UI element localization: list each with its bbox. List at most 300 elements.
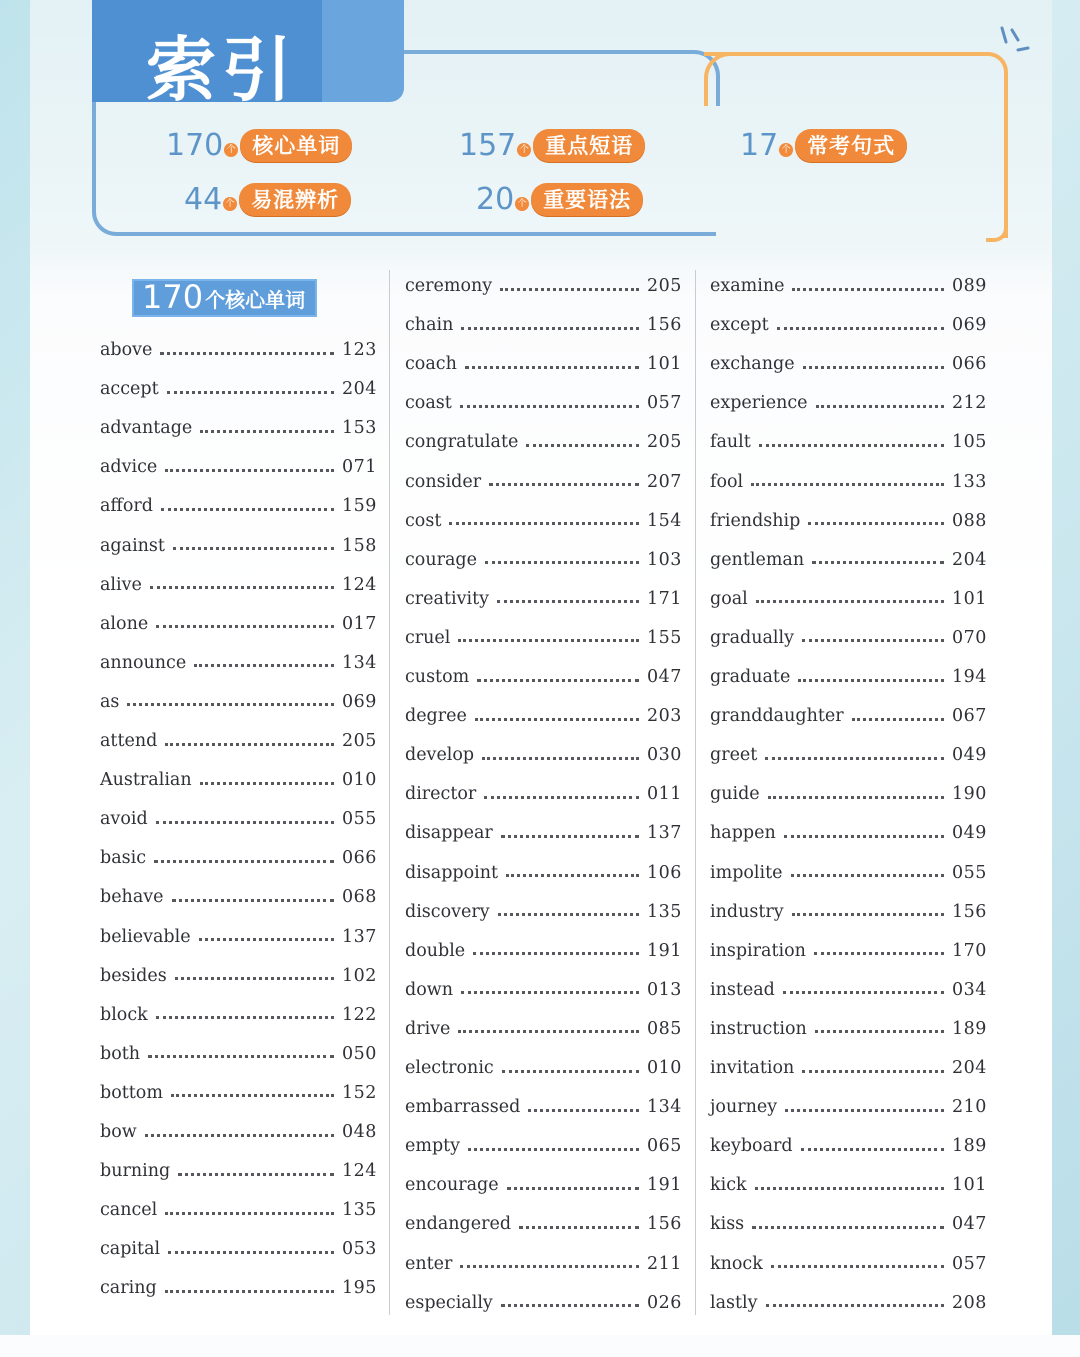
entry-word: kick [710,1175,747,1196]
entry-page-number: 026 [647,1292,682,1313]
entry-word: gentleman [710,549,805,570]
entry-page-number: 134 [342,652,377,673]
entry-page-number: 135 [342,1200,377,1221]
index-entry [100,1039,376,1069]
entry-page-number: 057 [647,393,682,414]
index-entry [710,271,986,301]
index-entry [100,843,376,873]
entry-word: goal [710,588,748,609]
entry-page-number: 067 [952,706,987,727]
index-entry [405,1092,681,1122]
dot-leader [497,600,639,603]
entry-page-number: 055 [952,862,987,883]
entry-word: afford [100,496,153,517]
dot-leader [765,757,944,760]
dot-leader [175,977,334,980]
stat-count: 17 [740,128,779,163]
stat-confusables [184,182,351,217]
dot-leader [199,938,334,941]
entry-page-number: 212 [952,393,987,414]
entry-page-number: 017 [342,613,377,634]
entry-word: exchange [710,354,795,375]
entry-page-number: 049 [952,745,987,766]
dot-leader [756,600,944,603]
dot-leader [465,366,639,369]
entry-word: attend [100,731,158,751]
entry-page-number: 010 [342,770,377,791]
entry-word: degree [405,706,467,727]
entry-word: graduate [710,667,791,687]
stat-count: 170 [166,128,224,163]
dot-leader [852,718,944,721]
entry-word: kiss [710,1214,745,1235]
index-entry [100,882,376,912]
dot-leader [145,1134,334,1137]
dot-leader [528,1109,639,1112]
entry-word: instruction [710,1018,807,1039]
dot-leader [506,874,639,877]
entry-word: block [100,1004,148,1025]
entry-page-number: 203 [647,706,682,727]
entry-word: drive [405,1018,451,1039]
index-entry [405,740,681,770]
entry-page-number: 050 [342,1043,377,1064]
dot-leader [458,1030,639,1033]
entry-page-number: 122 [342,1004,377,1025]
entry-page-number: 103 [647,549,682,570]
entry-word: besides [100,965,167,986]
dot-leader [460,1265,639,1268]
entry-page-number: 106 [647,862,682,883]
entry-page-number: 189 [952,1018,987,1039]
entry-word: advantage [100,418,193,439]
entry-page-number: 066 [952,354,987,375]
entry-word: fault [710,432,751,453]
dot-leader [156,821,334,824]
entry-word: director [405,784,477,805]
dot-leader [150,586,334,589]
dot-leader [161,508,334,511]
index-entry [405,271,681,301]
dot-leader [812,561,944,564]
dot-leader [755,1187,944,1190]
entry-page-number: 207 [647,471,682,492]
entry-page-number: 135 [647,901,682,922]
dot-leader [783,991,944,994]
dot-leader [751,483,944,486]
index-entry [405,936,681,966]
dot-leader [526,444,639,447]
entry-page-number: 053 [342,1239,377,1260]
dot-leader [156,1016,334,1019]
index-entry [710,506,986,536]
dot-leader [165,743,334,746]
dot-leader [461,327,639,330]
entry-page-number: 133 [952,471,987,492]
entry-page-number: 155 [647,627,682,648]
dot-leader [485,561,639,564]
dot-leader [160,352,334,355]
entry-page-number: 154 [647,510,682,531]
entry-word: capital [100,1239,161,1260]
dot-leader [815,1030,944,1033]
dot-leader [167,391,334,394]
entry-word: embarrassed [405,1097,521,1118]
stat-grammar [476,182,643,217]
index-entry [100,374,376,404]
dot-leader [792,913,944,916]
dot-leader [501,1304,639,1307]
entry-page-number: 102 [342,965,377,986]
entry-word: experience [710,393,808,414]
index-entry [710,1014,986,1044]
index-entry [710,1249,986,1279]
section-label: 个核心单词 [205,288,306,312]
index-entry [100,1234,376,1264]
entry-page-number: 034 [952,979,987,1000]
index-entry [710,623,986,653]
dot-leader [165,1290,334,1293]
entry-page-number: 101 [952,588,987,609]
entry-word: encourage [405,1175,499,1196]
dot-leader [458,639,639,642]
index-entry [100,413,376,443]
entry-word: instead [710,979,775,1000]
entry-word: believable [100,926,191,947]
index-entry [100,1078,376,1108]
entry-word: basic [100,848,147,869]
page-bottom-edge [0,1335,1080,1357]
entry-page-number: 152 [342,1082,377,1103]
entry-word: electronic [405,1058,494,1078]
entry-word: industry [710,901,784,922]
entry-page-number: 085 [647,1018,682,1039]
index-entry [405,506,681,536]
stat-label: 易混辨析 [239,183,351,216]
entry-word: impolite [710,862,783,883]
entry-word: examine [710,276,785,296]
index-entry [100,1117,376,1147]
index-entry [405,1249,681,1279]
entry-word: ceremony [405,276,493,296]
header-frame-orange-top [704,52,768,106]
entry-page-number: 194 [952,667,987,687]
header-frame-blue-top [400,50,720,106]
entry-page-number: 088 [952,510,987,531]
index-entry [100,765,376,795]
dot-leader [461,991,639,994]
entry-word: cost [405,510,442,531]
entry-page-number: 204 [952,549,987,570]
entry-page-number: 205 [342,731,377,751]
dot-leader [165,1212,334,1215]
entry-page-number: 208 [952,1292,987,1313]
dot-leader [814,952,944,955]
index-entry [405,1053,681,1083]
dot-leader [178,1173,334,1176]
entry-page-number: 048 [342,1122,377,1142]
dot-leader [784,835,944,838]
entry-page-number: 137 [647,823,682,844]
entry-page-number: 156 [647,315,682,336]
entry-page-number: 124 [342,574,377,595]
entry-page-number: 123 [342,340,377,360]
entry-page-number: 057 [952,1253,987,1274]
index-entry [405,1014,681,1044]
entry-word: coach [405,354,457,375]
entry-page-number: 210 [952,1097,987,1118]
dot-leader [816,405,944,408]
index-entry [405,1170,681,1200]
index-entry [100,531,376,561]
index-entry [710,740,986,770]
entry-word: as [100,691,120,712]
entry-word: both [100,1043,141,1064]
index-entry [405,779,681,809]
sparkle-icon [998,24,1032,58]
index-entry [100,335,376,365]
index-entry [710,1209,986,1239]
entry-word: invitation [710,1058,795,1078]
entry-page-number: 134 [647,1097,682,1118]
entry-word: gradually [710,627,794,648]
stat-label: 重点短语 [533,129,645,162]
index-entry [710,975,986,1005]
section-count: 170 [142,278,204,316]
dot-leader [785,1109,944,1112]
dot-leader [777,327,944,330]
stat-unit: 个 [223,197,237,211]
index-entry [100,1156,376,1186]
entry-word: behave [100,887,164,908]
dot-leader [759,444,944,447]
index-entry [100,648,376,678]
dot-leader [127,703,334,706]
dot-leader [808,522,944,525]
index-entry [710,779,986,809]
entry-page-number: 066 [342,848,377,869]
entry-word: caring [100,1278,157,1299]
entry-page-number: 124 [342,1161,377,1182]
dot-leader [194,664,334,667]
entry-word: accept [100,379,159,400]
entry-word: bottom [100,1082,163,1103]
entry-page-number: 030 [647,745,682,766]
dot-leader [165,469,334,472]
entry-page-number: 047 [647,667,682,687]
dot-leader [791,874,944,877]
dot-leader [473,952,639,955]
dot-leader [498,913,639,916]
entry-page-number: 055 [342,809,377,830]
index-entry [710,1170,986,1200]
index-entry [405,1209,681,1239]
index-entry [710,818,986,848]
entry-page-number: 191 [647,1175,682,1196]
entry-word: alone [100,613,149,634]
entry-page-number: 158 [342,535,377,556]
dot-leader [489,483,639,486]
entry-word: cruel [405,627,451,648]
index-entry [405,467,681,497]
dot-leader [171,1094,334,1097]
index-entry [710,936,986,966]
entry-word: coast [405,393,452,414]
index-entry [405,349,681,379]
dot-leader [771,1265,944,1268]
dot-leader [802,1070,944,1073]
entry-word: granddaughter [710,706,844,727]
entry-page-number: 071 [342,457,377,478]
dot-leader [519,1226,639,1229]
stat-count: 157 [459,128,517,163]
entry-page-number: 069 [952,315,987,336]
stat-unit: 个 [515,197,529,211]
entry-word: especially [405,1292,493,1313]
column-divider [389,270,390,1315]
index-entry [405,818,681,848]
entry-page-number: 156 [647,1214,682,1235]
entry-page-number: 011 [647,784,682,805]
dot-leader [501,835,639,838]
dot-leader [477,679,639,682]
index-entry [710,897,986,927]
entry-word: endangered [405,1214,512,1235]
entry-word: empty [405,1136,461,1157]
entry-page-number: 137 [342,926,377,947]
dot-leader [200,430,334,433]
entry-word: consider [405,471,482,492]
dot-leader [154,860,334,863]
entry-page-number: 159 [342,496,377,517]
stat-unit: 个 [517,143,531,157]
stat-label: 常考句式 [795,129,907,162]
stat-unit: 个 [779,143,793,157]
dot-leader [460,405,639,408]
index-entry [405,858,681,888]
entry-word: Australian [100,770,192,791]
entry-page-number: 047 [952,1214,987,1235]
entry-page-number: 195 [342,1278,377,1299]
entry-page-number: 105 [952,432,987,453]
entry-page-number: 204 [952,1058,987,1078]
index-entry [405,897,681,927]
index-entry [710,584,986,614]
entry-word: congratulate [405,432,519,453]
index-entry [100,452,376,482]
dot-leader [173,547,334,550]
dot-leader [792,288,944,291]
entry-word: discovery [405,901,490,922]
entry-word: double [405,940,466,961]
entry-word: except [710,315,769,336]
entry-page-number: 191 [647,940,682,961]
entry-word: above [100,340,153,360]
index-entry [100,491,376,521]
entry-page-number: 069 [342,691,377,712]
entry-page-number: 153 [342,418,377,439]
dot-leader [172,899,334,902]
stat-count: 44 [184,182,223,217]
index-entry [710,1092,986,1122]
stat-label: 重要语法 [531,183,643,216]
entry-word: disappoint [405,862,499,883]
entry-word: chain [405,315,454,336]
entry-page-number: 013 [647,979,682,1000]
dot-leader [168,1251,334,1254]
index-entry [710,545,986,575]
entry-page-number: 089 [952,276,987,296]
index-entry [710,858,986,888]
index-entry [710,1131,986,1161]
entry-page-number: 211 [647,1253,682,1274]
index-entry [710,467,986,497]
dot-leader [798,679,944,682]
entry-word: announce [100,652,187,673]
entry-page-number: 049 [952,823,987,844]
entry-word: custom [405,667,470,687]
dot-leader [468,1148,639,1151]
dot-leader [803,366,944,369]
page-title: 索引 [146,29,298,111]
index-entry [405,310,681,340]
entry-word: disappear [405,823,493,844]
index-entry [100,570,376,600]
index-entry [100,922,376,952]
dot-leader [502,1070,639,1073]
entry-word: burning [100,1161,171,1182]
index-entry [405,662,681,692]
entry-word: guide [710,784,760,805]
index-entry [710,701,986,731]
entry-word: develop [405,745,475,766]
entry-page-number: 070 [952,627,987,648]
dot-leader [156,625,334,628]
index-entry [405,623,681,653]
index-entry [405,1131,681,1161]
dot-leader [482,757,639,760]
index-entry [405,584,681,614]
index-entry [710,388,986,418]
index-entry [405,427,681,457]
index-entry [710,1053,986,1083]
dot-leader [507,1187,639,1190]
entry-word: greet [710,745,758,766]
entry-page-number: 190 [952,784,987,805]
dot-leader [449,522,639,525]
entry-word: journey [710,1097,778,1118]
dot-leader [766,1304,944,1307]
entry-word: courage [405,549,477,570]
entry-page-number: 204 [342,379,377,400]
entry-word: fool [710,471,744,492]
dot-leader [148,1055,334,1058]
entry-word: alive [100,574,142,595]
entry-word: friendship [710,510,801,531]
entry-word: creativity [405,588,489,609]
index-entry [710,427,986,457]
index-entry [710,1288,986,1318]
entry-page-number: 068 [342,887,377,908]
entry-word: lastly [710,1292,758,1313]
entry-word: against [100,535,165,556]
index-entry [100,609,376,639]
index-entry [100,804,376,834]
dot-leader [768,796,944,799]
entry-page-number: 170 [952,940,987,961]
stat-count: 20 [476,182,515,217]
index-entry [405,975,681,1005]
